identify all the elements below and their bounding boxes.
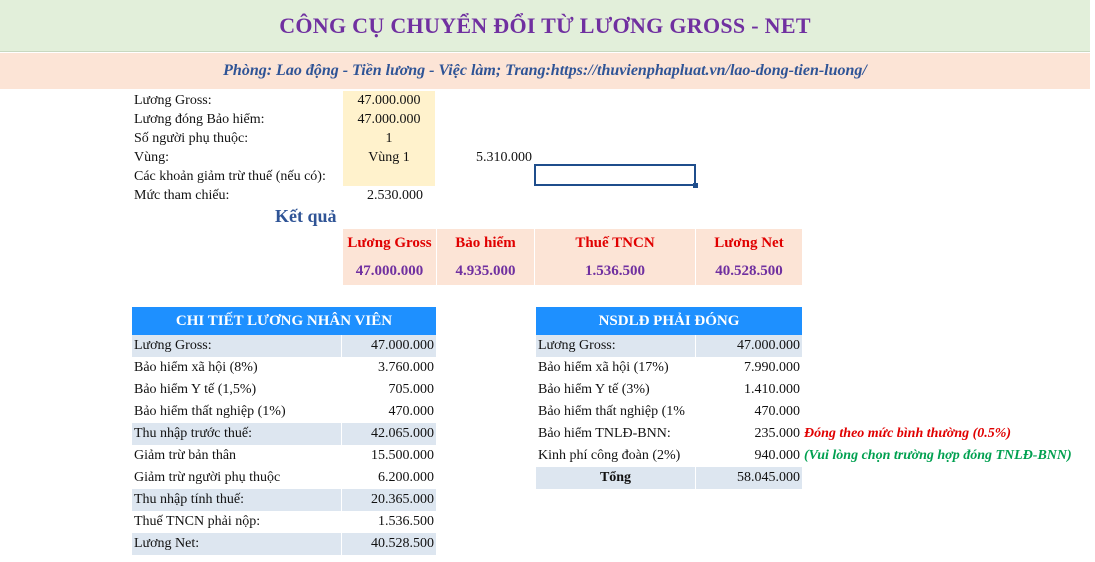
- employee-row-value: 705.000: [388, 382, 434, 397]
- result-header-net: Lương Net: [696, 229, 802, 257]
- employee-row-label: Giảm trừ người phụ thuộc: [134, 470, 281, 485]
- employee-table-header: CHI TIẾT LƯƠNG NHÂN VIÊN: [132, 307, 436, 335]
- employer-row-value: 470.000: [754, 404, 800, 419]
- employer-row-value: 7.990.000: [744, 360, 800, 375]
- result-header-gross: Lương Gross: [343, 229, 436, 257]
- employer-row-label: Bảo hiểm thất nghiệp (1%: [538, 404, 685, 419]
- employer-row-value: 1.410.000: [744, 382, 800, 397]
- result-value-tax: 1.536.500: [535, 257, 695, 285]
- employee-row-label: Thu nhập trước thuế:: [132, 423, 341, 445]
- gross-label: Lương Gross:: [134, 93, 212, 108]
- result-value-net: 40.528.500: [696, 257, 802, 285]
- employee-row-value: 15.500.000: [371, 448, 434, 463]
- employer-row-label: Bảo hiểm xã hội (17%): [538, 360, 669, 375]
- employee-row-label: Bảo hiểm xã hội (8%): [134, 360, 258, 375]
- region-label: Vùng:: [134, 150, 169, 165]
- region-select[interactable]: Vùng 1: [343, 148, 435, 167]
- employee-row-label: Thuế TNCN phải nộp:: [134, 514, 261, 529]
- result-value-insurance: 4.935.000: [437, 257, 534, 285]
- employer-table-header: NSDLĐ PHẢI ĐÓNG: [536, 307, 802, 335]
- employer-total-value: 58.045.000: [696, 467, 802, 489]
- result-heading: Kết quả: [275, 206, 337, 226]
- result-value-gross: 47.000.000: [343, 257, 436, 285]
- dependents-input[interactable]: 1: [343, 129, 435, 148]
- dependents-label: Số người phụ thuộc:: [134, 131, 249, 146]
- employee-row-label: Lương Net:: [132, 533, 341, 555]
- result-header-tax: Thuế TNCN: [535, 229, 695, 257]
- employee-row-label: Lương Gross:: [132, 335, 341, 357]
- gross-input[interactable]: 47.000.000: [343, 91, 435, 110]
- employee-row-label: Thu nhập tính thuế:: [132, 489, 341, 511]
- reference-value: 2.530.000: [367, 188, 423, 203]
- employer-row-label: Lương Gross:: [536, 335, 695, 357]
- employer-row-label: Bảo hiểm Y tế (3%): [538, 382, 650, 397]
- employer-row-value: 47.000.000: [696, 335, 802, 357]
- page-title: CÔNG CỤ CHUYỂN ĐỔI TỪ LƯƠNG GROSS - NET: [0, 0, 1090, 52]
- employee-row-value: 6.200.000: [378, 470, 434, 485]
- page-subtitle: Phòng: Lao động - Tiền lương - Việc làm; Trang:https://thuvienphapluat.vn/lao-dong-tien-luong/: [0, 53, 1090, 89]
- employee-row-value: 40.528.500: [342, 533, 436, 555]
- employer-total-label: Tổng: [536, 467, 695, 489]
- region-min-wage: 5.310.000: [476, 150, 532, 165]
- employee-row-value: 47.000.000: [342, 335, 436, 357]
- employee-row-label: Bảo hiểm thất nghiệp (1%): [134, 404, 286, 419]
- employer-row-value: 940.000: [754, 448, 800, 463]
- employee-row-value: 3.760.000: [378, 360, 434, 375]
- employee-row-value: 42.065.000: [342, 423, 436, 445]
- insurance-salary-label: Lương đóng Bảo hiểm:: [134, 112, 265, 127]
- employer-row-label: Kinh phí công đoàn (2%): [538, 448, 681, 463]
- employer-row-label: Bảo hiểm TNLĐ-BNN:: [538, 426, 671, 441]
- employee-row-value: 20.365.000: [342, 489, 436, 511]
- reference-label: Mức tham chiếu:: [134, 188, 230, 203]
- selected-cell[interactable]: [534, 164, 696, 186]
- employee-row-label: Bảo hiểm Y tế (1,5%): [134, 382, 257, 397]
- insurance-salary-input[interactable]: 47.000.000: [343, 110, 435, 129]
- employee-row-label: Giảm trừ bản thân: [134, 448, 237, 463]
- result-header-insurance: Bảo hiểm: [437, 229, 534, 257]
- tax-deduction-input[interactable]: [343, 167, 435, 186]
- employee-row-value: 1.536.500: [378, 514, 434, 529]
- employer-row-value: 235.000: [754, 426, 800, 441]
- tnld-note: Đóng theo mức bình thường (0.5%): [804, 426, 1012, 441]
- employee-row-value: 470.000: [388, 404, 434, 419]
- tax-deduction-label: Các khoản giảm trừ thuế (nếu có):: [134, 169, 326, 184]
- union-note: (Vui lòng chọn trường hợp đóng TNLĐ-BNN): [804, 448, 1072, 463]
